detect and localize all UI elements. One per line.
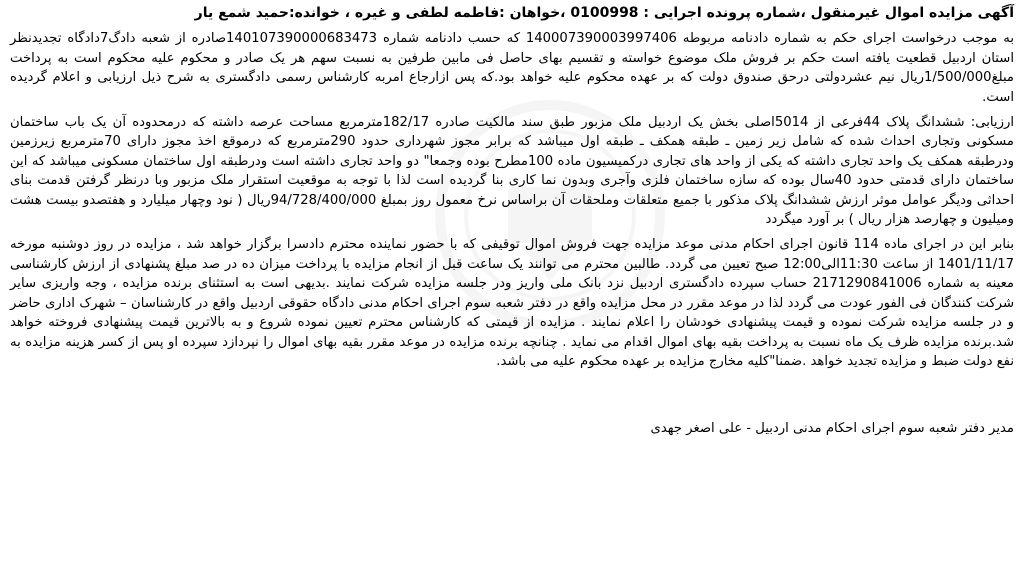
notice-title: آگهی مزایده اموال غیرمنقول ،شماره پرونده اجرایی : 0100998 ،خواهان :فاطمه لطفی و غیره ، خوانده:حمید شمع یار bbox=[194, 5, 1014, 21]
notice-signature: مدیر دفتر شعبه سوم اجرای احکام مدنی اردبیل - علی اصغر جهدی bbox=[650, 421, 1014, 437]
auction-notice bbox=[10, 4, 1014, 439]
notice-paragraph-auction-terms: بنابر این در اجرای ماده 114 قانون اجرای احکام مدنی موعد مزایده جهت فروش اموال توقیفی که با حضور نماینده محترم دادسرا برگزار خواهد شد ، مزایده در روز دوشنبه مورخه 1401/11/17 از ساعت 11:30الی12:00 صبح تعیین می گردد. طالبین محترم می توانند یک ساعت قبل از انجام مزایده با پرداخت میزان ده در صد مبلغ پشنهادی از ارزش کارشناسی معینه به شماره 2171290841006 حساب سپرده دادگستری اردبیل نزد بانک ملی واریز ودر جلسه مزایده شرکت نمایند .بدیهی است به استثنای برنده مزایده ، وجه واریزی سایر شرکت کنندگان فی الفور عودت می گردد لذا در موعد مقرر در محل مزایده واقع در دفتر شعبه سوم اجرای احکام مدنی دادگاه حقوقی اردبیل واقع در کارشناسان – شهرک اداری حاضر و در جلسه مزایده شرکت نموده و قیمت پیشنهادی خودشان را اعلام نمایند . مزایده از قیمتی که کارشناس محترم تعیین نموده شروع و به بالاترین قیمت پیشنهادی فروخته خواهد شد.برنده مزایده ظرف یک ماه نسبت به پرداخت بقیه بهای اموال اقدام می نماید . چنانچه برنده مزایده در موعد مقرر بقیه بهای اموال را نپردازد سپرده او پس از کسر هزینه مزایده به نفع دولت ضبط و مزایده تجدید خواهد .ضمنا"کلیه مخارج مزایده بر عهده محکوم علیه می باشد. bbox=[10, 237, 1014, 369]
notice-paragraph-appraisal: ارزیابی: ششدانگ پلاک 44فرعی از 5014اصلی بخش یک اردبیل ملک مزبور طبق سند مالکیت صادره 182/17مترمربع مساحت عرصه داشته که درمحدوده آن یک باب ساختمان مسکونی وتجاری احداث شده که شامل زیر زمین ـ طبقه همکف ـ طبقه اول میباشد که برابر مجوز شهرداری حدود 290مترمربع که درموقع اخذ مجوز دارای 70مترمربع زیرزمین ودرطبقه همکف یک واحد تجاری داشته که یکی از واحد های تجاری درکمیسیون ماده 100مطرح بوده وجمعا" دو واحد تجاری داشته است ودرطبقه اول ساختمان مسکونی میباشد که این ساختمان دارای قدمتی حدود 40سال بوده که سازه ساختمان فلزی وآجری وبدون نما کاری بنا گردیده است لذا با توجه به موقعیت استقرار ملک مزبور وبا درنظر گرفتن قدمت بنای احداثی ودیگر عوامل موثر ارزش ششدانگ پلاک مذکور با جمیع متعلقات وملحقات آن براساس نرخ معمول روز بمبلغ 94/728/400/000ریال ( نود وچهار میلیارد و هفتصدو بیست هشت ومیلیون و چهارصد هزار ریال ) بر آورد میگردد bbox=[10, 115, 1015, 228]
notice-paragraph-verdict: به موجب درخواست اجرای حکم به شماره دادنامه مربوطه 140007390003997406 که حسب دادنامه شماره 140107390000683473صادره از شعبه دادگ7دادگاه تجدیدنظر استان اردبیل قطعیت یافته است حکم بر فروش ملک موضوع خواسته و تقسیم بهای حاصل فی مابین طرفین به نسبت سهم هر یک صادر و محکوم علیه محکوم است به پرداخت مبلغ1/500/000ریال نیم عشردولتی درحق صندوق دولت که بر عهده محکوم علیه خواهد بود.که پس ازارجاع امربه کارشناس رسمی دادگستری به شرح ذیل ارزیابی و اعلام گردیده است. bbox=[10, 31, 1014, 105]
signature-spacer bbox=[10, 371, 1014, 419]
